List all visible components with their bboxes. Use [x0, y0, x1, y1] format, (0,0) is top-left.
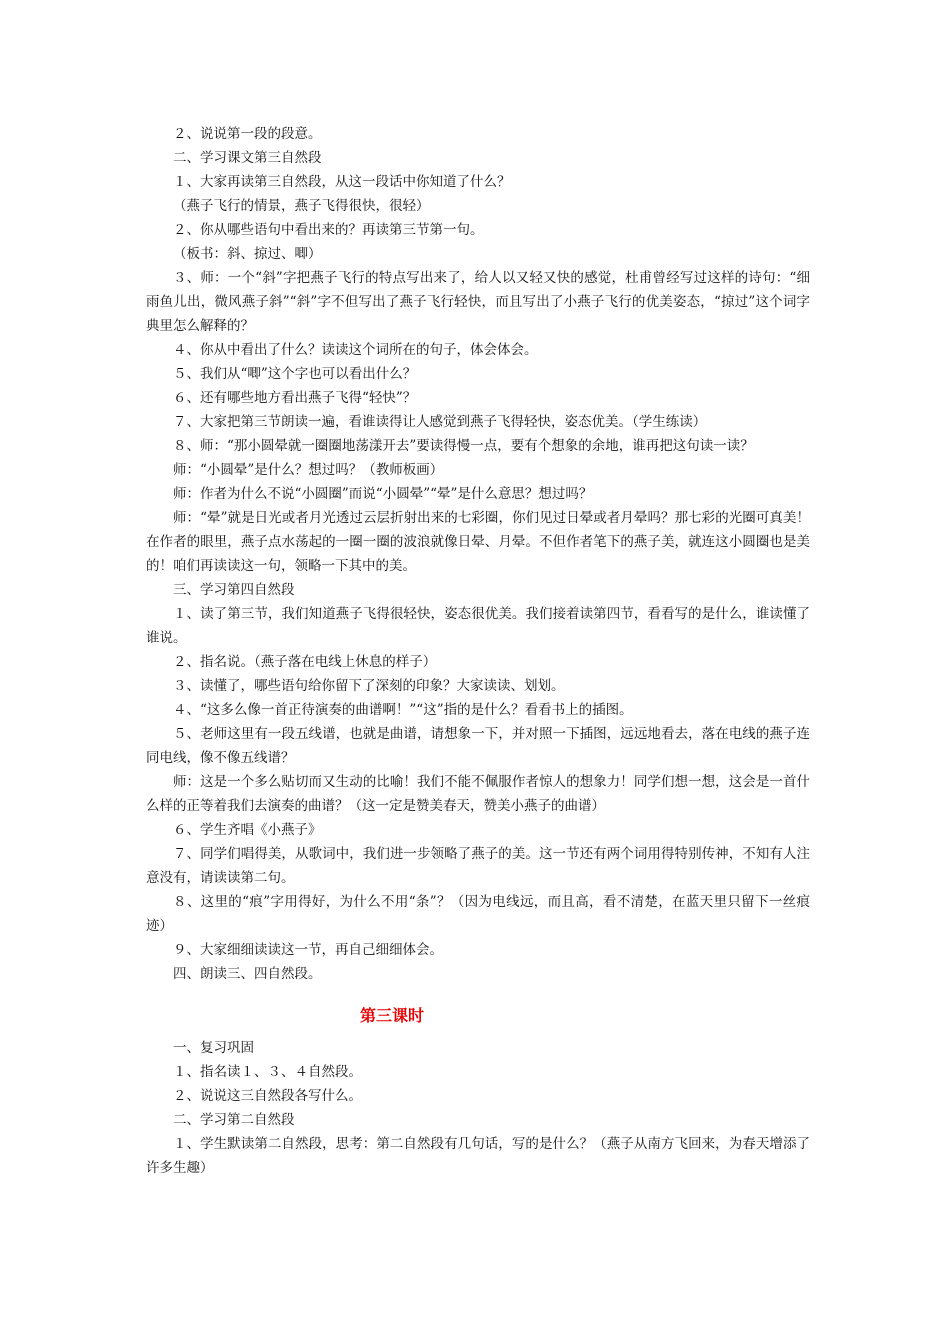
paragraph: 师：作者为什么不说“小圆圈”而说“小圆晕”“晕”是什么意思？想过吗？	[173, 486, 593, 502]
lesson-part-one	[146, 122, 810, 986]
paragraph: ９、大家细细读读这一节，再自己细细体会。	[173, 942, 443, 958]
lesson-part-two	[146, 1036, 810, 1180]
paragraph: ３、师：一个“斜”字把燕子飞行的特点写出来了，给人以又轻又快的感觉，杜甫曾经写过这样的诗句：“细雨鱼儿出，微风燕子斜”“斜”字不但写出了燕子飞行轻快，而且写出了小燕子飞行的优美姿态，“掠过”这个词字典里怎么解释的？	[146, 270, 810, 334]
paragraph: ３、读懂了，哪些语句给你留下了深刻的印象？大家读读、划划。	[173, 678, 565, 694]
paragraph: ２、指名说。（燕子落在电线上休息的样子）	[173, 654, 437, 670]
paragraph: ２、说说第一段的段意。	[173, 126, 322, 142]
paragraph: 二、学习第二自然段	[173, 1112, 295, 1128]
paragraph: 一、复习巩固	[173, 1040, 254, 1056]
paragraph: ４、“这多么像一首正待演奏的曲谱啊！”“这”指的是什么？看看书上的插图。	[173, 702, 633, 718]
paragraph: ６、还有哪些地方看出燕子飞得“轻快”？	[173, 390, 417, 406]
paragraph: ２、你从哪些语句中看出来的？再读第三节第一句。	[173, 222, 484, 238]
paragraph: １、大家再读第三自然段，从这一段话中你知道了什么？	[173, 174, 511, 190]
paragraph: ２、说说这三自然段各写什么。	[173, 1088, 362, 1104]
paragraph: ８、这里的“痕”字用得好，为什么不用“条”？（因为电线远，而且高，看不清楚，在蓝天里只留下一丝痕迹）	[146, 894, 810, 934]
paragraph: 二、学习课文第三自然段	[173, 150, 322, 166]
paragraph: 三、学习第四自然段	[173, 582, 295, 598]
document-body	[146, 122, 810, 1180]
paragraph: ８、师：“那小圆晕就一圈圈地荡漾开去”要读得慢一点，要有个想象的余地，谁再把这句读一读？	[173, 438, 754, 454]
paragraph: １、指名读１、３、４自然段。	[173, 1064, 362, 1080]
paragraph: １、学生默读第二自然段，思考：第二自然段有几句话，写的是什么？（燕子从南方飞回来，为春天增添了许多生趣）	[146, 1136, 810, 1176]
paragraph: ４、你从中看出了什么？读读这个词所在的句子，体会体会。	[173, 342, 538, 358]
paragraph: ７、同学们唱得美，从歌词中，我们进一步领略了燕子的美。这一节还有两个词用得特别传神，不知有人注意没有，请读读第二句。	[146, 846, 810, 886]
paragraph: 四、朗读三、四自然段。	[173, 966, 322, 982]
paragraph: 师：“晕”就是日光或者月光透过云层折射出来的七彩圈，你们见过日晕或者月晕吗？那七彩的光圈可真美！在作者的眼里，燕子点水荡起的一圈一圈的波浪就像日晕、月晕。不但作者笔下的燕子美，就连这小圆圈也是美的！咱们再读读这一句，领略一下其中的美。	[146, 510, 810, 574]
paragraph: １、读了第三节，我们知道燕子飞得很轻快，姿态很优美。我们接着读第四节，看看写的是什么，谁读懂了谁说。	[146, 606, 810, 646]
paragraph: （板书：斜、掠过、唧）	[173, 246, 322, 262]
paragraph: ６、学生齐唱《小燕子》	[173, 822, 322, 838]
paragraph: ７、大家把第三节朗读一遍，看谁读得让人感觉到燕子飞得轻快，姿态优美。（学生练读）	[173, 414, 707, 430]
paragraph: （燕子飞行的情景，燕子飞得很快，很轻）	[173, 198, 430, 214]
paragraph: ５、老师这里有一段五线谱，也就是曲谱，请想象一下，并对照一下插图，远远地看去，落在电线的燕子连同电线，像不像五线谱？	[146, 726, 810, 766]
paragraph: ５、我们从“唧”这个字也可以看出什么？	[173, 366, 417, 382]
paragraph: 师：“小圆晕”是什么？想过吗？（教师板画）	[173, 462, 444, 478]
paragraph: 师：这是一个多么贴切而又生动的比喻！我们不能不佩服作者惊人的想象力！同学们想一想，这会是一首什么样的正等着我们去演奏的曲谱？（这一定是赞美春天，赞美小燕子的曲谱）	[146, 774, 810, 814]
section-title: 第三课时	[360, 1006, 425, 1025]
